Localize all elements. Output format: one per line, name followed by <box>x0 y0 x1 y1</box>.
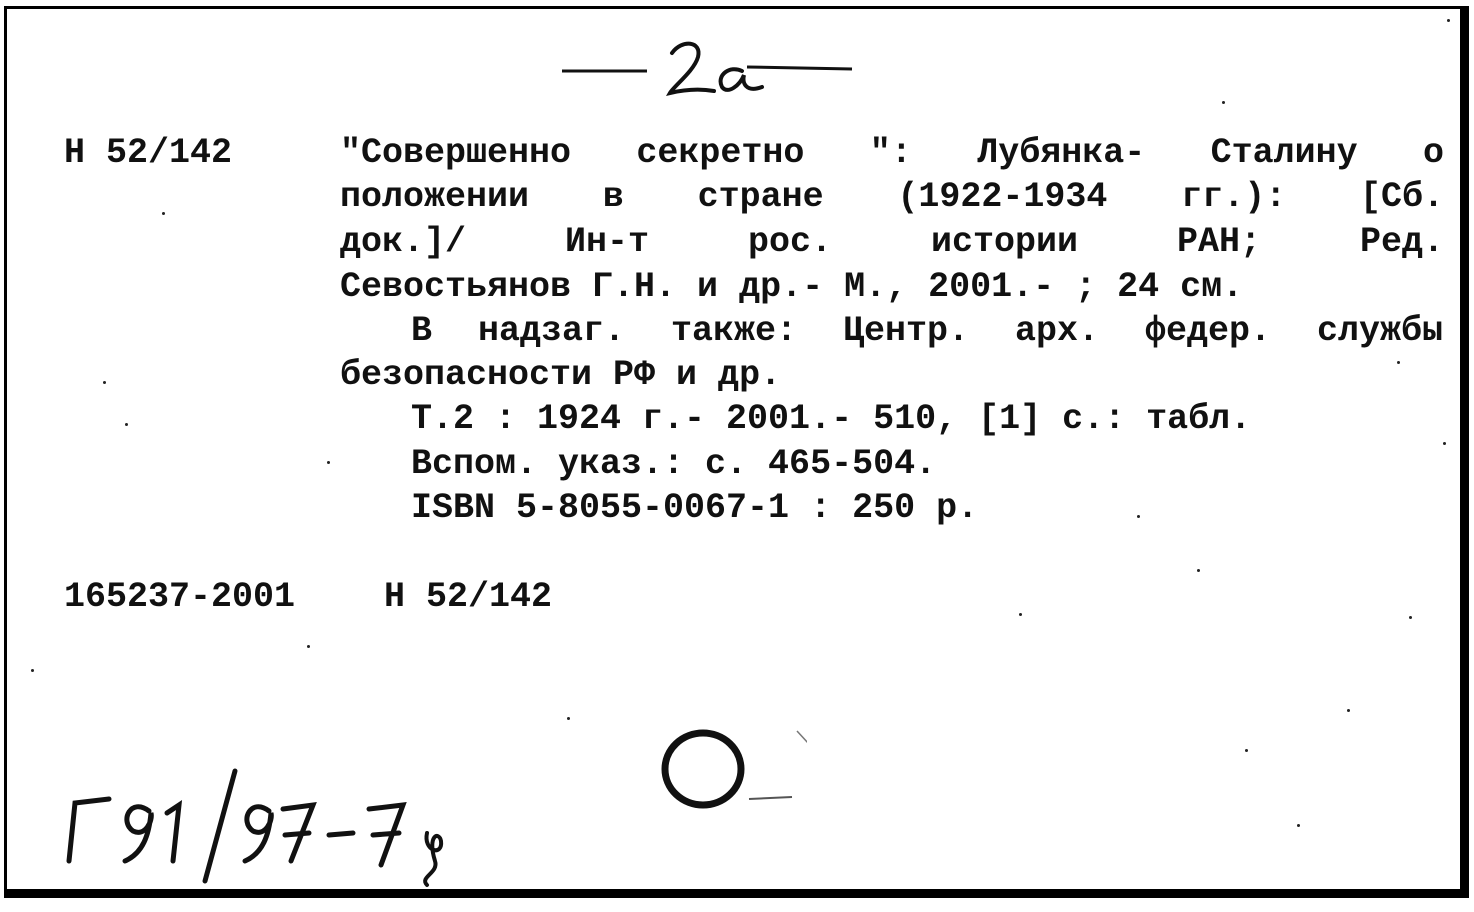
punch-hole-circle <box>657 719 807 829</box>
entry-line-3: док.]/ Ин-т рос. истории РАН; Ред. <box>340 222 1444 262</box>
speck <box>31 669 34 672</box>
speck <box>1409 616 1412 619</box>
handwritten-code <box>47 761 477 891</box>
speck <box>1245 749 1248 752</box>
accession-number: 165237-2001 <box>64 577 296 617</box>
speck <box>1222 101 1225 104</box>
entry-line-4: Севостьянов Г.Н. и др.- М., 2001.- ; 24 см. <box>340 267 1244 307</box>
catalog-card <box>4 6 1469 898</box>
volume-line-1: Т.2 : 1924 г.- 2001.- 510, [1] с.: табл. <box>411 399 1252 439</box>
speck <box>1137 515 1140 518</box>
speck <box>1443 442 1446 445</box>
speck <box>1019 613 1022 616</box>
shelf-mark: Н 52/142 <box>64 133 233 173</box>
speck <box>307 645 310 648</box>
volume-line-2: Вспом. указ.: с. 465-504. <box>411 444 937 484</box>
entry-line-2: положении в стране (1922-1934 гг.): [Сб. <box>340 177 1444 217</box>
note-line-2: безопасности РФ и др. <box>340 355 782 395</box>
top-handwritten-mark <box>552 31 862 111</box>
speck <box>1297 824 1300 827</box>
note-line-1: В надзаг. также: Центр. арх. федер. службы <box>411 311 1443 351</box>
speck <box>103 381 106 384</box>
speck <box>1447 19 1450 22</box>
speck <box>162 212 165 215</box>
speck <box>327 461 330 464</box>
speck <box>1347 709 1350 712</box>
speck <box>125 423 128 426</box>
speck <box>1197 569 1200 572</box>
speck <box>567 717 570 720</box>
isbn-line: ISBN 5-8055-0067-1 : 250 р. <box>411 488 979 528</box>
accession-shelf-mark: Н 52/142 <box>384 577 553 617</box>
entry-line-1: "Совершенно секретно ": Лубянка- Сталину о <box>340 133 1444 173</box>
speck <box>1397 361 1400 364</box>
